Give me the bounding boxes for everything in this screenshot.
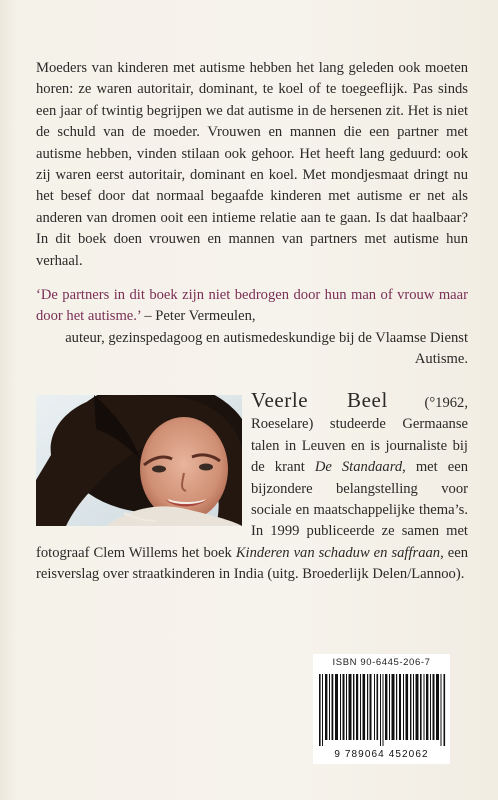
author-photo — [36, 395, 242, 526]
isbn-number: ISBN 90-6445-206-7 — [332, 657, 431, 668]
quote-text: ‘De partners in dit boek zijn niet bedrogen door hun man of vrouw maar door het autisme.’ — [36, 287, 468, 325]
bio-text-part-1: (°1962, Roeselare) studeerde Germaanse talen in Leuven en is journaliste bij de krant — [251, 395, 468, 476]
endorsement-quote — [36, 285, 468, 328]
quote-author: – Peter Vermeulen, — [140, 308, 256, 325]
newspaper-title: De Standaard — [314, 459, 403, 476]
author-name: Veerle Beel — [251, 388, 388, 412]
book-title: Kinderen van schaduw en saffraan — [235, 544, 441, 561]
ean-number: 9 789064 452062 — [334, 749, 429, 760]
bio-text-part-3: , een reisverslag over straatkinderen in India (uitg. Broederlijk Delen/Lannoo). — [36, 544, 468, 583]
barcode-icon — [319, 674, 446, 746]
bio-text-part-2: , met een bijzondere belangstelling voor sociale en maatschappelijke thema’s. In 1999 publiceerde ze samen met fotograaf Clem Willems het boek — [36, 459, 468, 561]
author-portrait-image — [36, 395, 242, 526]
blurb-paragraph: Moeders van kinderen met autisme hebben het lang geleden ook moeten horen: ze waren autoritair, dominant, te koel of te toegeeflijk. Pas sinds een jaar of twintig begrijpen we dat autisme in de hersenen zit. Het is niet de schuld van de moeder. Vrouwen en mannen die een partner met autisme hebben, vinden stilaan ook gehoor. Het heeft lang geduurd: ook zij waren eerst autoritair, dominant en koel. Met mondjesmaat dringt nu het besef door dat normaal begaafde kinderen met autisme er net als anderen van dromen ooit een intieme relatie aan te gaan. Is dat haalbaar? In dit boek doen vrouwen en mannen van partners met autisme hun verhaal. — [36, 60, 468, 269]
quote-attribution: auteur, gezinspedagoog en autismedeskundige bij de Vlaamse Dienst Autisme. — [65, 330, 468, 368]
